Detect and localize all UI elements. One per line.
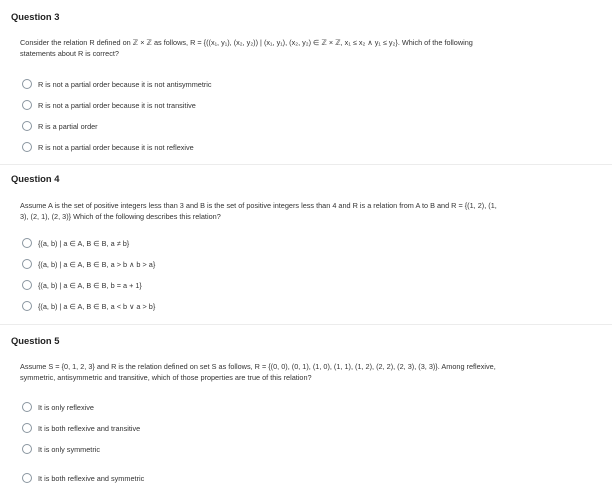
option-label: {(a, b) | a ∈ A, B ∈ B, a ≠ b} (38, 238, 130, 248)
option-label: {(a, b) | a ∈ A, B ∈ B, b = a + 1} (38, 280, 142, 290)
option-label: R is not a partial order because it is not transitive (38, 100, 196, 110)
radio-button[interactable] (22, 402, 32, 412)
question-3-option-3[interactable] (22, 119, 98, 133)
question-5-option-3[interactable] (22, 442, 100, 456)
question-3-title: Question 3 (11, 11, 60, 22)
option-label: {(a, b) | a ∈ A, B ∈ B, a > b ∧ b > a} (38, 259, 156, 269)
radio-button[interactable] (22, 142, 32, 152)
question-4-prompt (20, 200, 592, 222)
option-label: It is only reflexive (38, 402, 94, 412)
question-3-prompt-line-2: statements about R is correct? (20, 49, 119, 58)
question-5-title: Question 5 (11, 335, 60, 346)
question-5-option-1[interactable] (22, 400, 94, 414)
question-5-prompt (20, 361, 592, 383)
question-3-option-4[interactable] (22, 140, 194, 154)
question-4-prompt-line-2: 3), (2, 1), (2, 3)} Which of the following describes this relation? (20, 212, 221, 221)
question-5-option-2[interactable] (22, 421, 140, 435)
question-divider (0, 324, 612, 325)
option-label: It is both reflexive and symmetric (38, 473, 145, 483)
radio-button[interactable] (22, 238, 32, 248)
question-5-prompt-line-2: symmetric, antisymmetric and transitive, which of those properties are true of this relation? (20, 373, 312, 382)
radio-button[interactable] (22, 473, 32, 483)
question-3-option-2[interactable] (22, 98, 196, 112)
question-divider (0, 164, 612, 165)
radio-button[interactable] (22, 121, 32, 131)
option-label: {(a, b) | a ∈ A, B ∈ B, a < b ∨ a > b} (38, 301, 156, 311)
question-5-option-4[interactable] (22, 471, 144, 485)
question-3-prompt-line-1: Consider the relation R defined on ℤ × ℤ as follows, R = {((x₁, y₁), (x₂, y₂)) | (x₁, y₁), (x₂, y₂) ∈ ℤ × ℤ, x₁ ≤ x₂ ∧ y₁ ≤ y₂}. Which of the following (20, 38, 473, 47)
question-3-prompt (20, 37, 592, 59)
radio-button[interactable] (22, 280, 32, 290)
radio-button[interactable] (22, 423, 32, 433)
radio-button[interactable] (22, 79, 32, 89)
option-label: R is a partial order (38, 121, 98, 131)
radio-button[interactable] (22, 100, 32, 110)
question-5-prompt-line-1: Assume S = {0, 1, 2, 3} and R is the relation defined on set S as follows, R = {(0, 0), (0, 1), (1, 0), (1, 1), (1, 2), (2, 2), (2, 3), (3, 3)}. Among reflexive, (20, 362, 496, 371)
question-3-option-1[interactable] (22, 77, 212, 91)
question-4-prompt-line-1: Assume A is the set of positive integers less than 3 and B is the set of positive integers less than 4 and R is a relation from A to B and R = {(1, 2), (1, (20, 201, 497, 210)
radio-button[interactable] (22, 301, 32, 311)
radio-button[interactable] (22, 444, 32, 454)
radio-button[interactable] (22, 259, 32, 269)
question-4-title: Question 4 (11, 173, 60, 184)
question-4-option-4[interactable] (22, 299, 155, 313)
question-4-option-3[interactable] (22, 278, 142, 292)
question-4-option-2[interactable] (22, 257, 155, 271)
option-label: R is not a partial order because it is not reflexive (38, 142, 194, 152)
option-label: It is only symmetric (38, 444, 101, 454)
option-label: R is not a partial order because it is not antisymmetric (38, 79, 212, 89)
question-4-option-1[interactable] (22, 236, 129, 250)
option-label: It is both reflexive and transitive (38, 423, 141, 433)
